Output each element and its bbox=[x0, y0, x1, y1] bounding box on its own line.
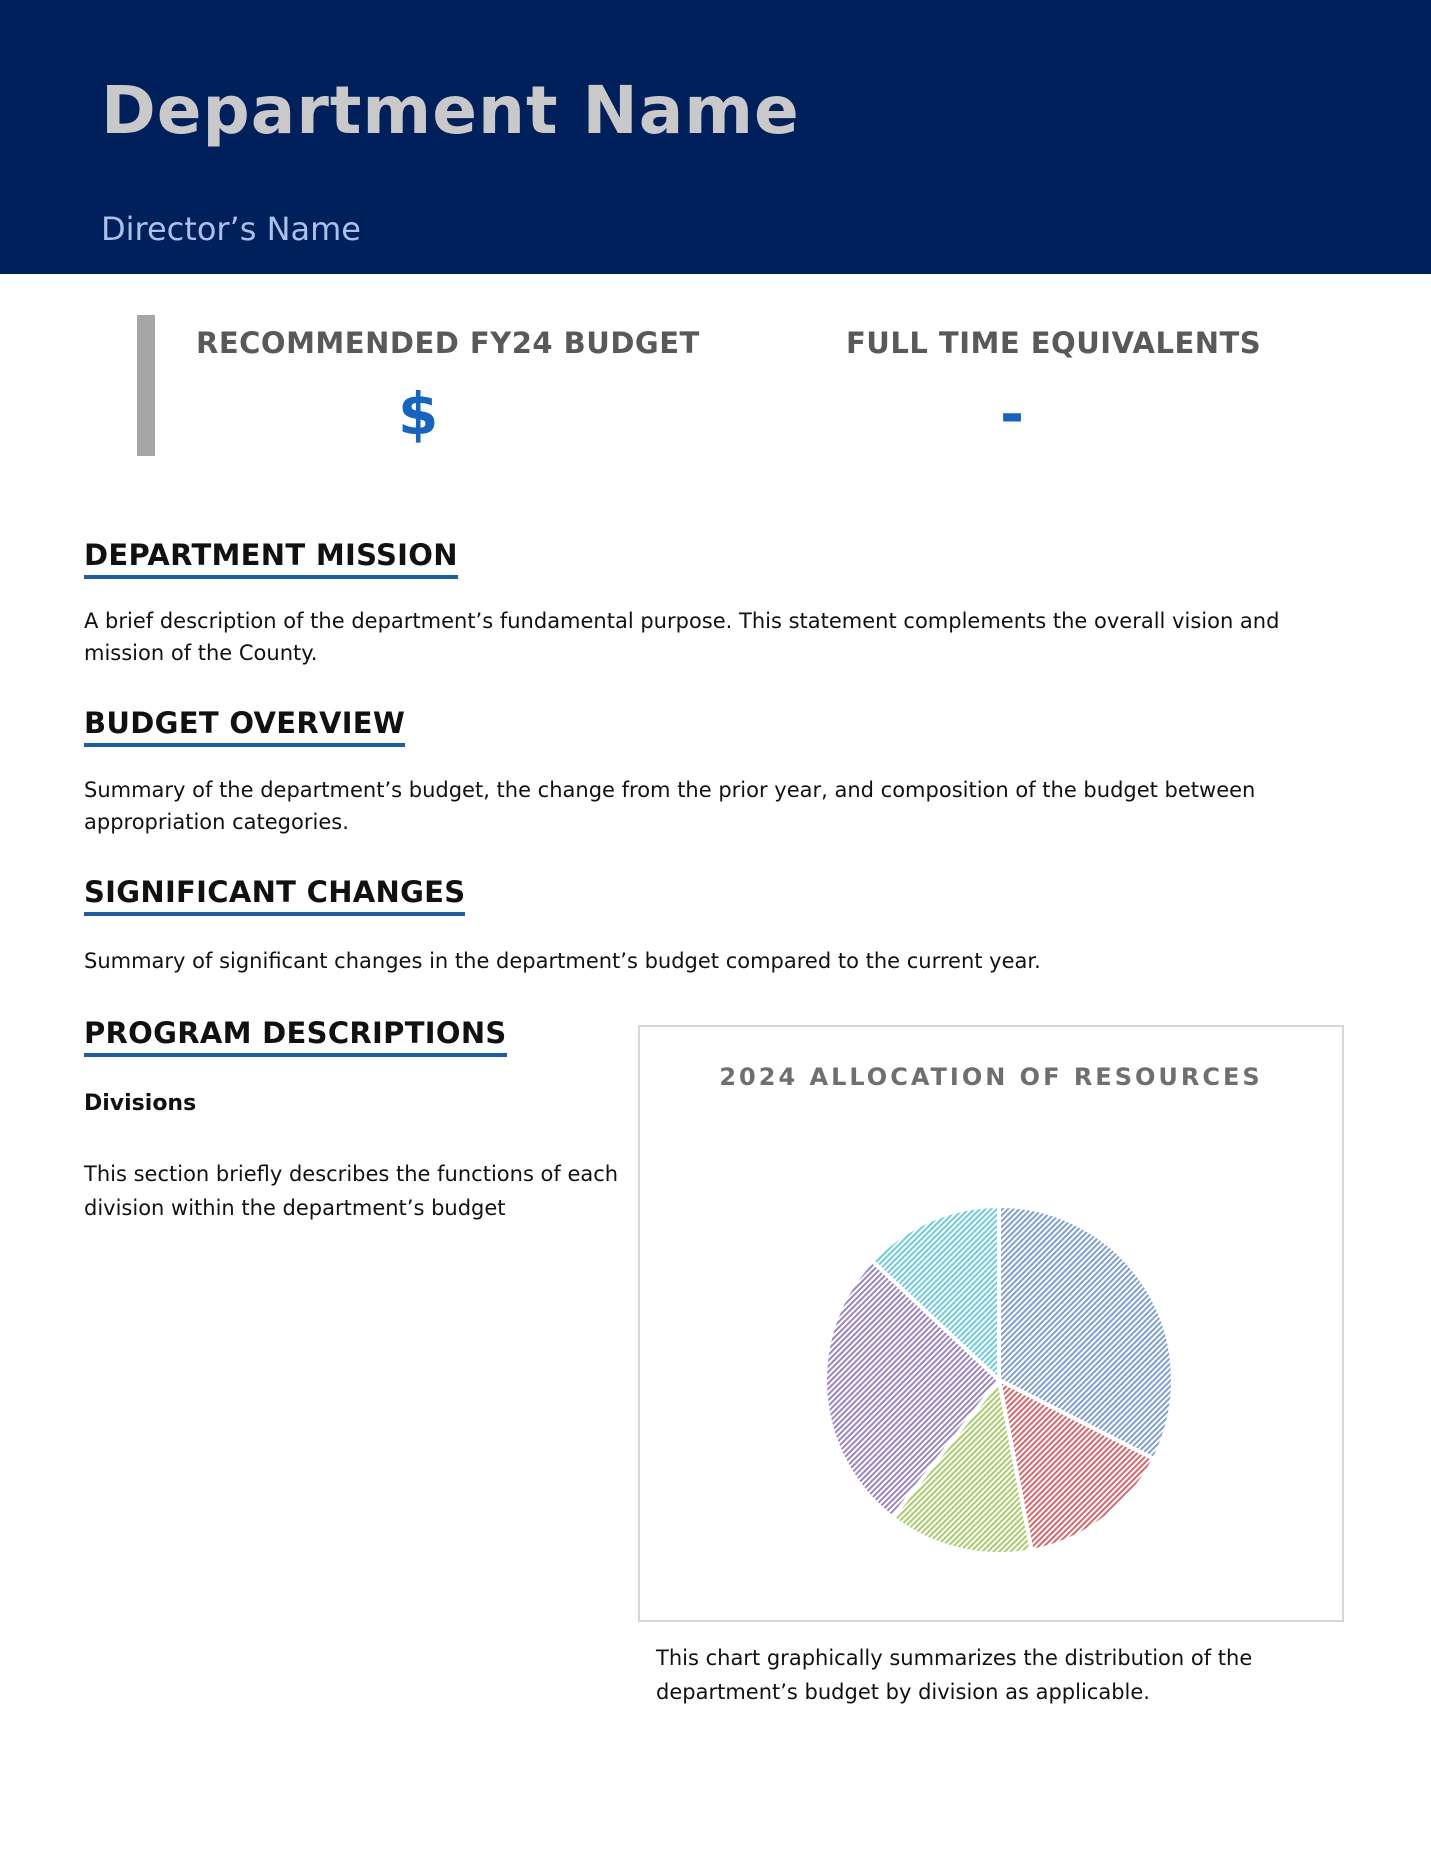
overview-text: Summary of the department’s budget, the change from the prior year, and composition of the budget between appropriation categories. bbox=[84, 778, 1256, 834]
divisions-subheading: Divisions bbox=[84, 1091, 197, 1116]
divisions-text: This section briefly describes the functions of each division within the department’s budget bbox=[84, 1162, 619, 1220]
page-header bbox=[0, 0, 1431, 274]
fte-value: - bbox=[1000, 380, 1025, 448]
stats-accent-bar bbox=[137, 315, 155, 456]
budget-value: $ bbox=[398, 380, 439, 448]
changes-text: Summary of significant changes in the department’s budget compared to the current year. bbox=[84, 949, 1041, 973]
overview-heading: BUDGET OVERVIEW bbox=[84, 706, 405, 747]
department-name: Department Name bbox=[101, 72, 800, 149]
director-name: Director’s Name bbox=[101, 210, 361, 248]
pie-chart bbox=[640, 1027, 1342, 1620]
mission-text: A brief description of the department’s fundamental purpose. This statement complements the overall vision and mission of the County. bbox=[84, 609, 1280, 665]
fte-label: FULL TIME EQUIVALENTS bbox=[846, 326, 1262, 360]
changes-heading: SIGNIFICANT CHANGES bbox=[84, 875, 465, 916]
budget-label: RECOMMENDED FY24 BUDGET bbox=[196, 326, 700, 360]
programs-heading: PROGRAM DESCRIPTIONS bbox=[84, 1016, 507, 1057]
allocation-chart bbox=[638, 1025, 1344, 1622]
chart-caption: This chart graphically summarizes the distribution of the department’s budget by division as applicable. bbox=[656, 1646, 1253, 1704]
mission-heading: DEPARTMENT MISSION bbox=[84, 538, 458, 579]
chart-title: 2024 ALLOCATION OF RESOURCES bbox=[719, 1063, 1263, 1091]
